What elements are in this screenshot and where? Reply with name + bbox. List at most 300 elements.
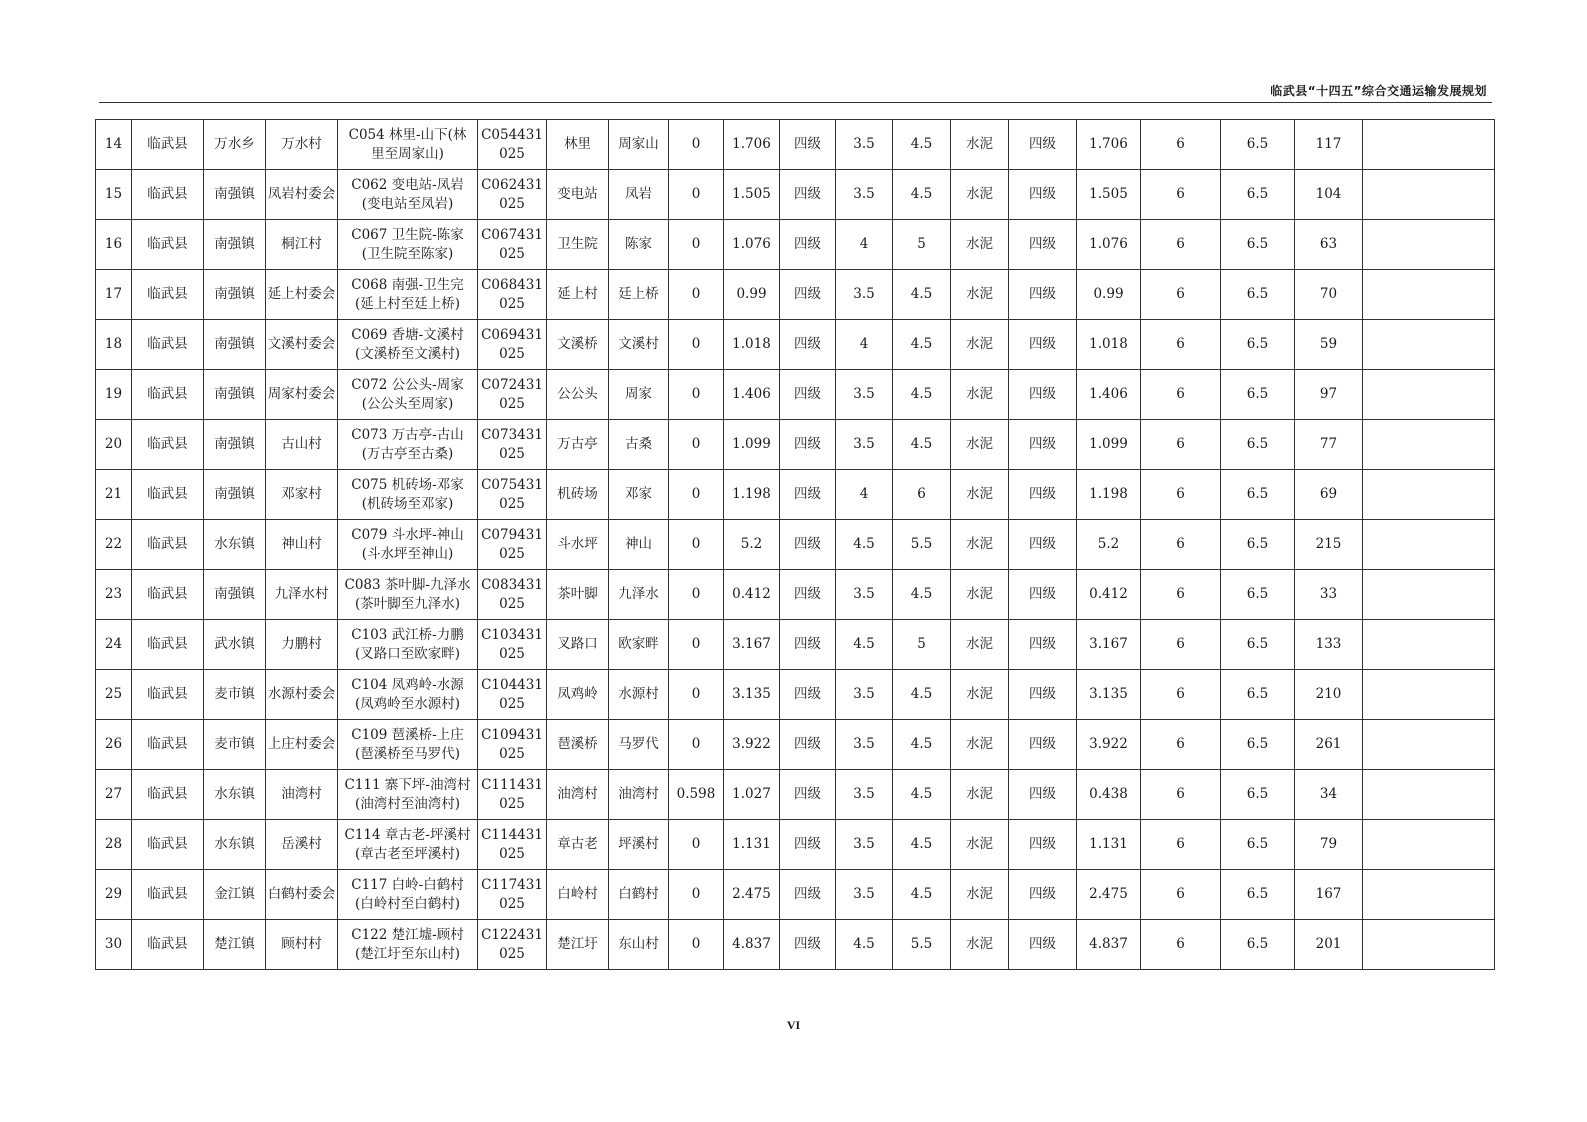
grade-cell: 四级 <box>1009 620 1077 670</box>
value-cell: 6.5 <box>1221 570 1295 620</box>
village-cell: 文溪村委会 <box>266 320 338 370</box>
row-number-cell: 24 <box>96 620 132 670</box>
start-point-cell: 斗水坪 <box>547 520 609 570</box>
length-cell: 5.2 <box>1077 520 1141 570</box>
route-name-cell <box>338 670 478 720</box>
route-code-cell <box>478 420 547 470</box>
value-cell: 6.5 <box>1221 370 1295 420</box>
route-name-cell-line1: C075 机砖场-邓家 <box>351 476 464 493</box>
town-cell: 麦市镇 <box>204 670 266 720</box>
route-name-cell-line2: (卫生院至陈家) <box>361 245 454 262</box>
start-point-cell: 延上村 <box>547 270 609 320</box>
start-stake-cell: 0 <box>669 420 724 470</box>
table-row <box>96 170 1495 220</box>
village-cell: 邓家村 <box>266 470 338 520</box>
town-cell: 南强镇 <box>204 270 266 320</box>
route-name-cell <box>338 120 478 170</box>
width-cell: 4.5 <box>893 720 951 770</box>
village-cell: 顾村村 <box>266 920 338 970</box>
value-cell: 6.5 <box>1221 820 1295 870</box>
row-number-cell: 30 <box>96 920 132 970</box>
surface-cell: 水泥 <box>951 470 1009 520</box>
grade-cell: 四级 <box>1009 420 1077 470</box>
width-cell: 4.5 <box>893 120 951 170</box>
value-cell: 6 <box>1141 920 1221 970</box>
route-code-cell-line1: C103431 <box>481 626 543 643</box>
row-number-cell: 26 <box>96 720 132 770</box>
village-cell: 万水村 <box>266 120 338 170</box>
width-cell: 3.5 <box>836 770 893 820</box>
village-cell: 岳溪村 <box>266 820 338 870</box>
route-code-cell-line2: 025 <box>499 745 525 762</box>
value-cell: 6 <box>1141 520 1221 570</box>
route-code-cell-line1: C079431 <box>481 526 543 543</box>
value-cell: 6 <box>1141 120 1221 170</box>
route-code-cell-line2: 025 <box>499 495 525 512</box>
width-cell: 4.5 <box>836 620 893 670</box>
value-cell: 97 <box>1295 370 1363 420</box>
route-name-cell <box>338 570 478 620</box>
table-row <box>96 620 1495 670</box>
value-cell: 6 <box>1141 820 1221 870</box>
width-cell: 3.5 <box>836 120 893 170</box>
start-point-cell: 章古老 <box>547 820 609 870</box>
width-cell: 4 <box>836 320 893 370</box>
surface-cell: 水泥 <box>951 420 1009 470</box>
remark-cell <box>1363 720 1495 770</box>
start-stake-cell: 0 <box>669 120 724 170</box>
end-stake-cell: 1.131 <box>724 820 780 870</box>
row-number-cell: 17 <box>96 270 132 320</box>
grade-cell: 四级 <box>780 170 836 220</box>
town-cell: 南强镇 <box>204 370 266 420</box>
value-cell: 6.5 <box>1221 320 1295 370</box>
surface-cell: 水泥 <box>951 520 1009 570</box>
width-cell: 4.5 <box>893 820 951 870</box>
remark-cell <box>1363 270 1495 320</box>
row-number-cell: 19 <box>96 370 132 420</box>
surface-cell: 水泥 <box>951 270 1009 320</box>
grade-cell: 四级 <box>780 720 836 770</box>
page-number: VI <box>786 1018 801 1032</box>
route-name-cell-line1: C072 公公头-周家 <box>351 376 464 393</box>
start-point-cell: 卫生院 <box>547 220 609 270</box>
width-cell: 4 <box>836 220 893 270</box>
route-name-cell <box>338 520 478 570</box>
end-point-cell: 古桑 <box>609 420 669 470</box>
width-cell: 4 <box>836 470 893 520</box>
route-name-cell-line2: (油湾村至油湾村) <box>354 795 461 812</box>
route-name-cell <box>338 870 478 920</box>
town-cell: 南强镇 <box>204 220 266 270</box>
table-body <box>96 120 1495 970</box>
route-name-cell-line1: C117 白岭-白鹤村 <box>351 876 464 893</box>
width-cell: 3.5 <box>836 670 893 720</box>
start-point-cell: 万古亭 <box>547 420 609 470</box>
end-point-cell: 马罗代 <box>609 720 669 770</box>
width-cell: 4.5 <box>893 570 951 620</box>
grade-cell: 四级 <box>780 520 836 570</box>
route-code-cell-line2: 025 <box>499 795 525 812</box>
road-data-table <box>95 119 1495 970</box>
route-name-cell-line2: (叉路口至欧家畔) <box>354 645 461 662</box>
route-name-cell-line2: (延上村至廷上桥) <box>354 295 461 312</box>
route-code-cell-line1: C062431 <box>481 176 543 193</box>
route-name-cell <box>338 270 478 320</box>
start-stake-cell: 0 <box>669 270 724 320</box>
start-point-cell: 林里 <box>547 120 609 170</box>
route-code-cell-line2: 025 <box>499 295 525 312</box>
village-cell: 古山村 <box>266 420 338 470</box>
value-cell: 6 <box>1141 570 1221 620</box>
start-point-cell: 公公头 <box>547 370 609 420</box>
grade-cell: 四级 <box>1009 220 1077 270</box>
row-number-cell: 20 <box>96 420 132 470</box>
width-cell: 5.5 <box>893 520 951 570</box>
value-cell: 215 <box>1295 520 1363 570</box>
table-row <box>96 920 1495 970</box>
start-point-cell: 机砖场 <box>547 470 609 520</box>
route-name-cell <box>338 770 478 820</box>
grade-cell: 四级 <box>1009 870 1077 920</box>
county-cell: 临武县 <box>132 620 204 670</box>
grade-cell: 四级 <box>1009 370 1077 420</box>
width-cell: 3.5 <box>836 570 893 620</box>
village-cell: 九泽水村 <box>266 570 338 620</box>
row-number-cell: 27 <box>96 770 132 820</box>
county-cell: 临武县 <box>132 670 204 720</box>
value-cell: 6 <box>1141 770 1221 820</box>
width-cell: 4.5 <box>893 270 951 320</box>
route-name-cell <box>338 820 478 870</box>
surface-cell: 水泥 <box>951 820 1009 870</box>
grade-cell: 四级 <box>780 920 836 970</box>
value-cell: 77 <box>1295 420 1363 470</box>
route-code-cell-line1: C075431 <box>481 476 543 493</box>
width-cell: 5 <box>893 220 951 270</box>
length-cell: 2.475 <box>1077 870 1141 920</box>
end-point-cell: 东山村 <box>609 920 669 970</box>
end-point-cell: 文溪村 <box>609 320 669 370</box>
route-code-cell-line1: C054431 <box>481 126 543 143</box>
remark-cell <box>1363 820 1495 870</box>
row-number-cell: 29 <box>96 870 132 920</box>
row-number-cell: 14 <box>96 120 132 170</box>
end-stake-cell: 1.099 <box>724 420 780 470</box>
end-stake-cell: 1.018 <box>724 320 780 370</box>
route-name-cell-line2: (文溪桥至文溪村) <box>354 345 461 362</box>
route-name-cell-line2: (凤鸡岭至水源村) <box>354 695 461 712</box>
start-point-cell: 琶溪桥 <box>547 720 609 770</box>
grade-cell: 四级 <box>1009 120 1077 170</box>
county-cell: 临武县 <box>132 570 204 620</box>
remark-cell <box>1363 170 1495 220</box>
village-cell: 周家村委会 <box>266 370 338 420</box>
surface-cell: 水泥 <box>951 370 1009 420</box>
value-cell: 201 <box>1295 920 1363 970</box>
county-cell: 临武县 <box>132 920 204 970</box>
route-name-cell-line1: C068 南强-卫生完 <box>351 276 464 293</box>
route-code-cell <box>478 220 547 270</box>
end-point-cell: 邓家 <box>609 470 669 520</box>
surface-cell: 水泥 <box>951 920 1009 970</box>
table-row <box>96 120 1495 170</box>
table-row <box>96 470 1495 520</box>
grade-cell: 四级 <box>1009 170 1077 220</box>
start-stake-cell: 0 <box>669 870 724 920</box>
end-point-cell: 水源村 <box>609 670 669 720</box>
start-point-cell: 叉路口 <box>547 620 609 670</box>
route-name-cell-line2: (楚江圩至东山村) <box>354 945 461 962</box>
end-stake-cell: 1.027 <box>724 770 780 820</box>
county-cell: 临武县 <box>132 820 204 870</box>
village-cell: 延上村委会 <box>266 270 338 320</box>
grade-cell: 四级 <box>780 670 836 720</box>
length-cell: 4.837 <box>1077 920 1141 970</box>
route-name-cell-line2: (公公头至周家) <box>361 395 454 412</box>
width-cell: 6 <box>893 470 951 520</box>
value-cell: 117 <box>1295 120 1363 170</box>
grade-cell: 四级 <box>780 870 836 920</box>
table-row <box>96 520 1495 570</box>
village-cell: 油湾村 <box>266 770 338 820</box>
route-name-cell-line1: C067 卫生院-陈家 <box>351 226 464 243</box>
route-name-cell-line2: (琶溪桥至马罗代) <box>354 745 461 762</box>
route-code-cell <box>478 820 547 870</box>
end-point-cell: 九泽水 <box>609 570 669 620</box>
table-row <box>96 420 1495 470</box>
value-cell: 104 <box>1295 170 1363 220</box>
county-cell: 临武县 <box>132 770 204 820</box>
value-cell: 6.5 <box>1221 520 1295 570</box>
town-cell: 楚江镇 <box>204 920 266 970</box>
route-name-cell <box>338 170 478 220</box>
table-row <box>96 270 1495 320</box>
width-cell: 3.5 <box>836 370 893 420</box>
surface-cell: 水泥 <box>951 670 1009 720</box>
route-code-cell-line1: C109431 <box>481 726 543 743</box>
grade-cell: 四级 <box>1009 770 1077 820</box>
route-name-cell <box>338 370 478 420</box>
route-name-cell-line2: (机砖场至邓家) <box>361 495 454 512</box>
value-cell: 6 <box>1141 470 1221 520</box>
town-cell: 武水镇 <box>204 620 266 670</box>
header-divider <box>99 102 1492 103</box>
width-cell: 3.5 <box>836 720 893 770</box>
row-number-cell: 25 <box>96 670 132 720</box>
route-code-cell-line2: 025 <box>499 345 525 362</box>
value-cell: 167 <box>1295 870 1363 920</box>
town-cell: 水东镇 <box>204 820 266 870</box>
end-stake-cell: 2.475 <box>724 870 780 920</box>
route-code-cell-line2: 025 <box>499 395 525 412</box>
end-stake-cell: 3.167 <box>724 620 780 670</box>
surface-cell: 水泥 <box>951 570 1009 620</box>
table-row <box>96 370 1495 420</box>
remark-cell <box>1363 470 1495 520</box>
town-cell: 水东镇 <box>204 770 266 820</box>
village-cell: 水源村委会 <box>266 670 338 720</box>
route-code-cell-line1: C111431 <box>481 776 543 793</box>
start-point-cell: 白岭村 <box>547 870 609 920</box>
table-row <box>96 220 1495 270</box>
route-name-cell <box>338 470 478 520</box>
remark-cell <box>1363 620 1495 670</box>
remark-cell <box>1363 670 1495 720</box>
county-cell: 临武县 <box>132 520 204 570</box>
end-stake-cell: 0.412 <box>724 570 780 620</box>
length-cell: 1.505 <box>1077 170 1141 220</box>
row-number-cell: 15 <box>96 170 132 220</box>
table-row <box>96 320 1495 370</box>
width-cell: 3.5 <box>836 820 893 870</box>
length-cell: 0.412 <box>1077 570 1141 620</box>
value-cell: 6.5 <box>1221 120 1295 170</box>
start-stake-cell: 0 <box>669 820 724 870</box>
grade-cell: 四级 <box>1009 820 1077 870</box>
town-cell: 水东镇 <box>204 520 266 570</box>
page-header-title: 临武县“十四五”综合交通运输发展规划 <box>1270 84 1487 98</box>
route-code-cell-line1: C104431 <box>481 676 543 693</box>
remark-cell <box>1363 570 1495 620</box>
surface-cell: 水泥 <box>951 120 1009 170</box>
value-cell: 6 <box>1141 220 1221 270</box>
grade-cell: 四级 <box>780 770 836 820</box>
end-stake-cell: 3.922 <box>724 720 780 770</box>
length-cell: 0.99 <box>1077 270 1141 320</box>
end-stake-cell: 1.198 <box>724 470 780 520</box>
length-cell: 3.922 <box>1077 720 1141 770</box>
length-cell: 1.018 <box>1077 320 1141 370</box>
width-cell: 4.5 <box>893 370 951 420</box>
value-cell: 6 <box>1141 870 1221 920</box>
grade-cell: 四级 <box>1009 570 1077 620</box>
length-cell: 1.076 <box>1077 220 1141 270</box>
route-code-cell <box>478 170 547 220</box>
end-point-cell: 周家山 <box>609 120 669 170</box>
end-point-cell: 神山 <box>609 520 669 570</box>
width-cell: 3.5 <box>836 170 893 220</box>
start-point-cell: 变电站 <box>547 170 609 220</box>
route-name-cell-line1: C104 凤鸡岭-水源 <box>351 676 464 693</box>
grade-cell: 四级 <box>780 570 836 620</box>
value-cell: 6 <box>1141 320 1221 370</box>
value-cell: 6 <box>1141 370 1221 420</box>
route-code-cell <box>478 270 547 320</box>
end-stake-cell: 1.076 <box>724 220 780 270</box>
length-cell: 1.099 <box>1077 420 1141 470</box>
remark-cell <box>1363 370 1495 420</box>
grade-cell: 四级 <box>780 820 836 870</box>
end-stake-cell: 5.2 <box>724 520 780 570</box>
route-code-cell-line2: 025 <box>499 895 525 912</box>
value-cell: 6.5 <box>1221 420 1295 470</box>
width-cell: 3.5 <box>836 420 893 470</box>
value-cell: 261 <box>1295 720 1363 770</box>
surface-cell: 水泥 <box>951 870 1009 920</box>
row-number-cell: 22 <box>96 520 132 570</box>
row-number-cell: 18 <box>96 320 132 370</box>
route-code-cell <box>478 870 547 920</box>
route-name-cell-line1: C069 香塘-文溪村 <box>351 326 464 343</box>
value-cell: 63 <box>1295 220 1363 270</box>
remark-cell <box>1363 920 1495 970</box>
value-cell: 6 <box>1141 420 1221 470</box>
route-code-cell <box>478 370 547 420</box>
width-cell: 5.5 <box>893 920 951 970</box>
route-name-cell-line1: C109 琶溪桥-上庄 <box>351 726 464 743</box>
town-cell: 万水乡 <box>204 120 266 170</box>
route-name-cell-line1: C103 武江桥-力鹏 <box>351 626 464 643</box>
route-name-cell-line1: C122 楚江墟-顾村 <box>351 926 464 943</box>
route-code-cell-line1: C114431 <box>481 826 543 843</box>
end-stake-cell: 0.99 <box>724 270 780 320</box>
start-stake-cell: 0.598 <box>669 770 724 820</box>
grade-cell: 四级 <box>1009 270 1077 320</box>
route-name-cell-line2: (章古老至坪溪村) <box>354 845 461 862</box>
table-row <box>96 820 1495 870</box>
start-stake-cell: 0 <box>669 470 724 520</box>
route-code-cell <box>478 120 547 170</box>
village-cell: 白鹤村委会 <box>266 870 338 920</box>
route-name-cell <box>338 220 478 270</box>
start-stake-cell: 0 <box>669 570 724 620</box>
width-cell: 3.5 <box>836 270 893 320</box>
row-number-cell: 28 <box>96 820 132 870</box>
start-point-cell: 文溪桥 <box>547 320 609 370</box>
start-point-cell: 楚江圩 <box>547 920 609 970</box>
grade-cell: 四级 <box>780 470 836 520</box>
county-cell: 临武县 <box>132 220 204 270</box>
value-cell: 59 <box>1295 320 1363 370</box>
start-stake-cell: 0 <box>669 370 724 420</box>
width-cell: 5 <box>893 620 951 670</box>
value-cell: 6.5 <box>1221 170 1295 220</box>
width-cell: 4.5 <box>836 920 893 970</box>
route-name-cell-line1: C083 茶叶脚-九泽水 <box>344 576 471 593</box>
remark-cell <box>1363 120 1495 170</box>
route-code-cell-line2: 025 <box>499 845 525 862</box>
remark-cell <box>1363 870 1495 920</box>
town-cell: 金江镇 <box>204 870 266 920</box>
grade-cell: 四级 <box>780 120 836 170</box>
table-row <box>96 720 1495 770</box>
route-name-cell <box>338 420 478 470</box>
surface-cell: 水泥 <box>951 170 1009 220</box>
route-code-cell-line1: C068431 <box>481 276 543 293</box>
value-cell: 6.5 <box>1221 270 1295 320</box>
village-cell: 神山村 <box>266 520 338 570</box>
route-code-cell <box>478 320 547 370</box>
route-code-cell-line1: C069431 <box>481 326 543 343</box>
grade-cell: 四级 <box>1009 720 1077 770</box>
length-cell: 1.406 <box>1077 370 1141 420</box>
route-code-cell-line2: 025 <box>499 195 525 212</box>
row-number-cell: 21 <box>96 470 132 520</box>
value-cell: 6.5 <box>1221 870 1295 920</box>
value-cell: 6 <box>1141 720 1221 770</box>
route-name-cell <box>338 920 478 970</box>
route-code-cell-line2: 025 <box>499 945 525 962</box>
route-code-cell-line1: C083431 <box>481 576 543 593</box>
end-stake-cell: 1.505 <box>724 170 780 220</box>
county-cell: 临武县 <box>132 720 204 770</box>
county-cell: 临武县 <box>132 120 204 170</box>
village-cell: 桐江村 <box>266 220 338 270</box>
start-point-cell: 茶叶脚 <box>547 570 609 620</box>
route-code-cell-line1: C072431 <box>481 376 543 393</box>
grade-cell: 四级 <box>1009 920 1077 970</box>
